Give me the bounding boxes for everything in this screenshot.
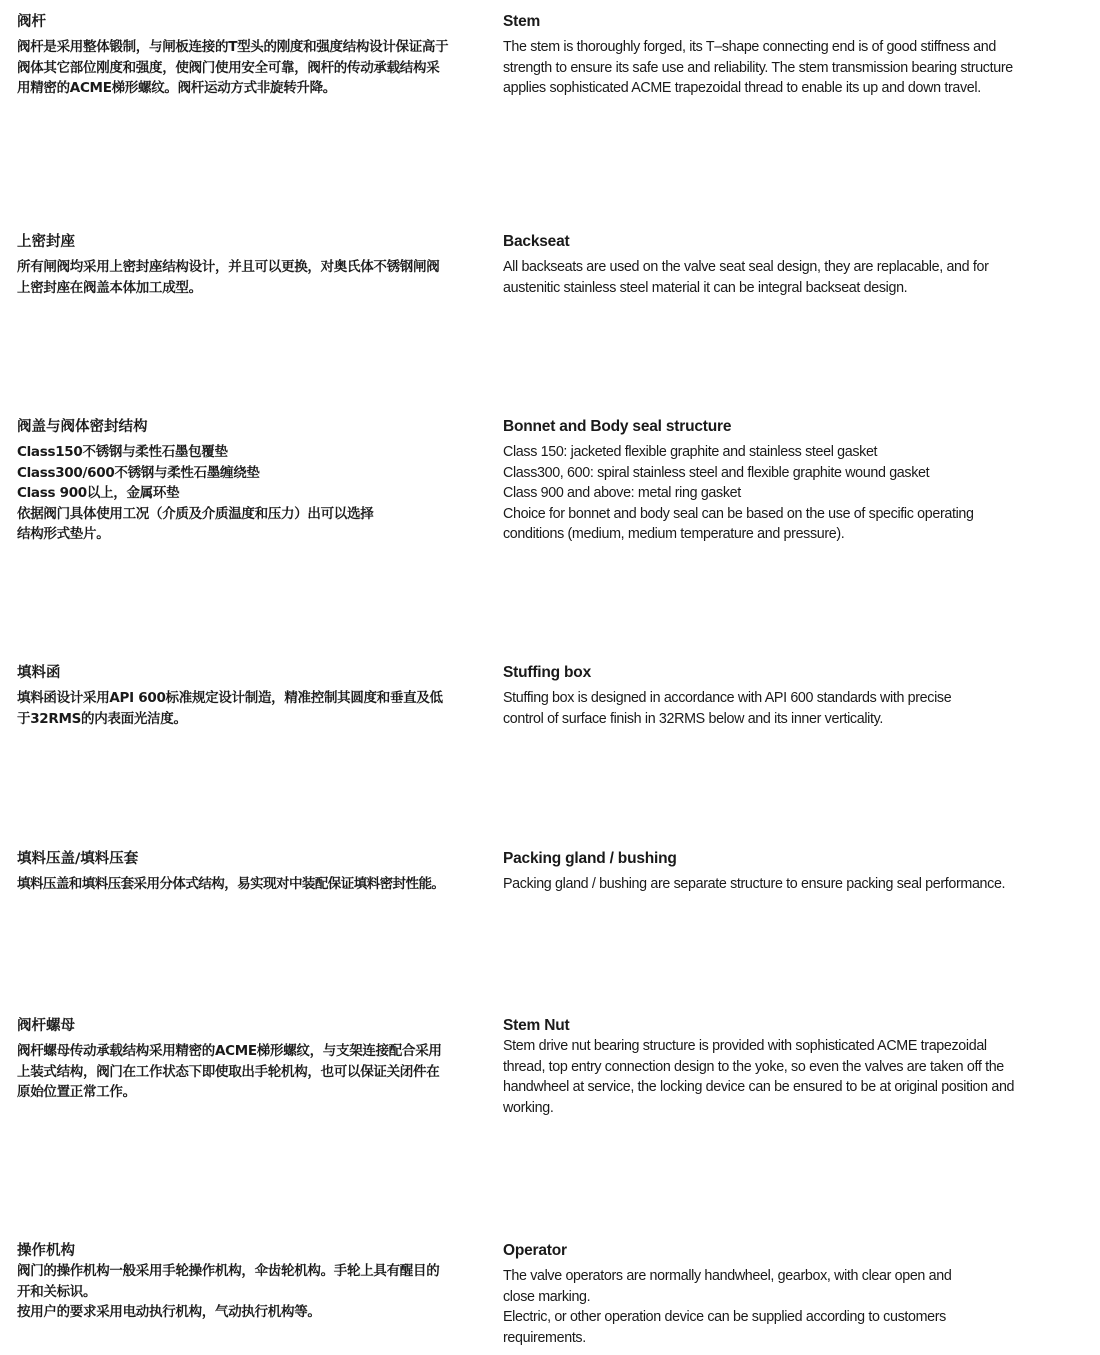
en-text-line: requirements.	[503, 1329, 586, 1346]
en-text-line: Stuffing box is designed in accordance with API 600 standards with precise	[503, 690, 952, 706]
cn-column	[17, 232, 495, 298]
cn-section-title: 阀盖与阀体密封结构	[17, 419, 148, 435]
en-text-line: Packing gland / bushing are separate structure to ensure packing seal performance.	[503, 876, 1006, 892]
cn-column	[17, 849, 495, 895]
en-text-line: working.	[503, 1099, 554, 1116]
cn-section-title: 阀杆螺母	[17, 1018, 75, 1034]
cn-text-line: 按用户的要求采用电动执行机构，气动执行机构等。	[17, 1304, 321, 1320]
en-text-line: close marking.	[503, 1288, 591, 1305]
en-text-line: applies sophisticated ACME trapezoidal thread to enable its up and down travel.	[503, 80, 981, 96]
cn-column	[17, 1016, 495, 1103]
cn-text-line: 阀体其它部位刚度和强度，使阀门使用安全可靠，阀杆的传动承载结构采	[17, 59, 440, 76]
cn-text-line: Class 900以上，金属环垫	[17, 485, 180, 501]
cn-text-line: 上装式结构，阀门在工作状态下即使取出手轮机构，也可以保证关闭件在	[17, 1063, 440, 1080]
cn-column	[17, 1241, 495, 1323]
en-text-line: Class300, 600: spiral stainless steel and flexible graphite wound gasket	[503, 464, 930, 481]
en-section-title: Operator	[503, 1242, 567, 1259]
en-column	[503, 232, 1083, 298]
cn-text-line: 阀杆是采用整体锻制，与闸板连接的T型头的刚度和强度结构设计保证高于	[17, 39, 449, 55]
en-text-line: All backseats are used on the valve seat seal design, they are replacable, and for	[503, 259, 989, 275]
cn-text-line: 结构形式垫片。	[17, 526, 110, 542]
cn-section-title: 操作机构	[17, 1243, 75, 1259]
cn-section-title: 填料压盖/填料压套	[17, 851, 139, 867]
cn-text-line: 所有闸阀均采用上密封座结构设计，并且可以更换，对奥氏体不锈钢闸阀	[17, 259, 440, 275]
en-section-title: Stem Nut	[503, 1017, 570, 1034]
cn-column	[17, 12, 495, 99]
en-section-title: Packing gland / bushing	[503, 850, 677, 867]
en-column	[503, 1241, 1083, 1348]
cn-column	[17, 663, 495, 729]
en-column	[503, 849, 1083, 895]
cn-text-line: 依据阀门具体使用工况（介质及介质温度和压力）出可以选择	[17, 505, 374, 522]
en-text-line: austenitic stainless steel material it can be integral backseat design.	[503, 279, 908, 296]
cn-section-title: 阀杆	[17, 14, 46, 30]
cn-text-line: Class300/600不锈钢与柔性石墨缠绕垫	[17, 464, 260, 481]
cn-text-line: 填料函设计采用API 600标准规定设计制造，精准控制其圆度和垂直及低	[17, 690, 443, 706]
en-section-title: Backseat	[503, 233, 570, 250]
en-section-title: Stuffing box	[503, 664, 591, 681]
cn-text-line: 阀杆螺母传动承载结构采用精密的ACME梯形螺纹，与支架连接配合采用	[17, 1043, 442, 1059]
cn-text-line: 原始位置正常工作。	[17, 1084, 136, 1100]
en-column	[503, 1016, 1083, 1118]
en-section-title: Bonnet and Body seal structure	[503, 418, 732, 435]
en-text-line: handwheel at service, the locking device can be ensured to be at original position and	[503, 1079, 1015, 1095]
en-text-line: The valve operators are normally handwheel, gearbox, with clear open and	[503, 1268, 952, 1284]
en-text-line: thread, top entry connection design to the yoke, so even the valves are taken off the	[503, 1058, 1004, 1075]
cn-section-title: 上密封座	[17, 234, 75, 250]
cn-text-line: 用精密的ACME梯形螺纹。阀杆运动方式非旋转升降。	[17, 80, 337, 96]
en-text-line: Stem drive nut bearing structure is provided with sophisticated ACME trapezoidal	[503, 1038, 987, 1054]
en-column	[503, 417, 1083, 545]
en-text-line: The stem is thoroughly forged, its T–shape connecting end is of good stiffness and	[503, 39, 996, 55]
cn-column	[17, 417, 495, 545]
en-section-title: Stem	[503, 13, 541, 30]
cn-text-line: 上密封座在阀盖本体加工成型。	[17, 279, 202, 296]
en-text-line: conditions (medium, medium temperature and pressure).	[503, 526, 845, 542]
cn-section-title: 填料函	[17, 665, 61, 681]
cn-text-line: 开和关标识。	[17, 1283, 97, 1300]
en-text-line: control of surface finish in 32RMS below and its inner verticality.	[503, 710, 883, 727]
cn-text-line: 填料压盖和填料压套采用分体式结构，易实现对中装配保证填料密封性能。	[17, 876, 445, 892]
en-column	[503, 12, 1083, 99]
en-column	[503, 663, 1083, 729]
en-text-line: Class 900 and above: metal ring gasket	[503, 485, 741, 501]
en-text-line: Choice for bonnet and body seal can be based on the use of specific operating	[503, 505, 974, 522]
cn-text-line: Class150不锈钢与柔性石墨包覆垫	[17, 444, 228, 460]
en-text-line: strength to ensure its safe use and reliability. The stem transmission bearing structure	[503, 59, 1013, 76]
cn-text-line: 于32RMS的内表面光洁度。	[17, 710, 187, 727]
en-text-line: Class 150: jacketed flexible graphite and stainless steel gasket	[503, 444, 878, 460]
cn-text-line: 阀门的操作机构一般采用手轮操作机构，伞齿轮机构。手轮上具有醒目的	[17, 1263, 440, 1279]
en-text-line: Electric, or other operation device can be supplied according to customers	[503, 1309, 946, 1325]
